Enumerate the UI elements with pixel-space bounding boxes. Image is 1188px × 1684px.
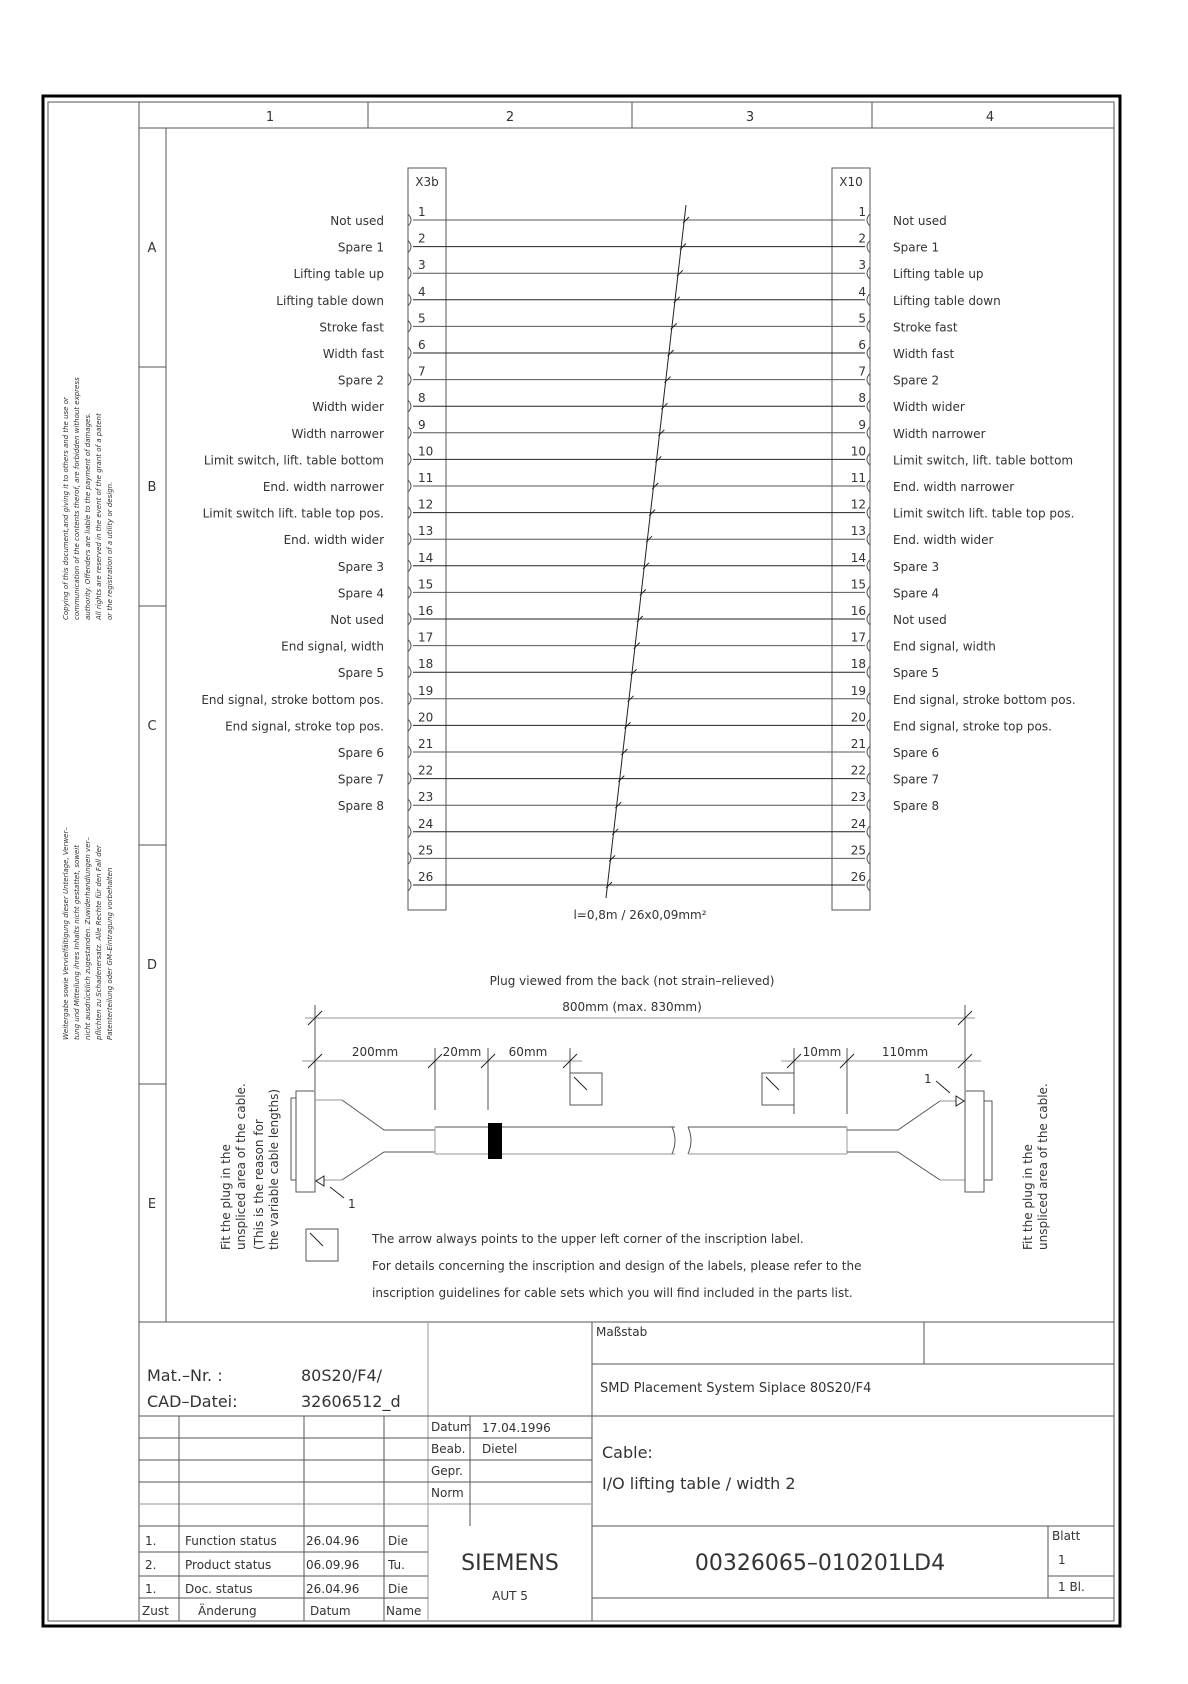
rev-date: 26.04.96 <box>306 1582 360 1596</box>
pin-number-right: 23 <box>850 790 866 805</box>
pin-number-left: 18 <box>418 657 434 672</box>
pin-row <box>203 498 1075 521</box>
pin-number-right: 13 <box>850 524 866 539</box>
pin1-marker-icon <box>956 1096 964 1106</box>
pin-label-left: End signal, width <box>281 639 384 654</box>
pin-label-right: End. width narrower <box>893 480 1015 494</box>
pin-label-right: End signal, stroke bottom pos. <box>893 692 1076 707</box>
pin-label-right: Limit switch lift. table top pos. <box>893 506 1075 521</box>
drawing-title-line1: Cable: <box>602 1443 653 1462</box>
inscription-label-left <box>570 1073 602 1105</box>
dim-20mm: 20mm <box>442 1045 482 1059</box>
revision-row <box>145 1558 405 1572</box>
zone-row-b: B <box>147 480 157 495</box>
datum-label: Datum <box>431 1420 472 1434</box>
pin-label-left: Spare 1 <box>337 240 384 255</box>
pin-number-left: 23 <box>418 790 434 805</box>
pin-label-right: End signal, width <box>893 639 996 654</box>
pin-label-left: Width fast <box>322 347 384 361</box>
cable-marker-sleeve <box>488 1123 502 1159</box>
cad-file-value: 32606512_d <box>301 1392 401 1411</box>
pin-number-right: 1 <box>858 205 866 219</box>
connector-x3b-label: X3b <box>415 175 439 189</box>
pin-row <box>338 737 939 760</box>
pin-label-right: Width wider <box>893 400 965 415</box>
pin-number-left: 3 <box>418 258 426 273</box>
rev-change: Product status <box>185 1558 272 1572</box>
pin-number-left: 5 <box>418 311 426 326</box>
legend-line-2: For details concerning the inscription and design of the labels, please refer to the <box>372 1259 862 1273</box>
note-line: the variable cable lengths) <box>267 1088 281 1250</box>
pin-number-left: 19 <box>418 683 434 698</box>
pin-number-right: 26 <box>850 870 866 884</box>
pin-label-right: Spare 8 <box>893 799 940 814</box>
rev-header-name: Name <box>386 1604 422 1618</box>
rev-header-change: Änderung <box>198 1604 257 1618</box>
pin-number-right: 14 <box>850 550 866 565</box>
pin-label-left: Spare 8 <box>337 799 384 814</box>
pin-row <box>338 657 939 680</box>
rev-name: Tu. <box>388 1558 405 1572</box>
pin-row <box>408 870 870 891</box>
dim-110mm: 110mm <box>881 1045 929 1059</box>
pin-label-left: Stroke fast <box>319 320 384 335</box>
pin-label-left: Spare 2 <box>337 373 384 388</box>
pin-row <box>338 365 939 388</box>
copyright-notice-german <box>62 827 114 1041</box>
datum-value: 17.04.1996 <box>482 1421 551 1435</box>
pin-number-left: 2 <box>418 231 426 246</box>
company-logo: SIEMENS <box>461 1551 559 1576</box>
pin-number-right: 5 <box>858 311 866 326</box>
plug-drawing-title: Plug viewed from the back (not strain–relieved) <box>489 974 775 988</box>
notice-line: communication of the contents therof, are forbidden without express <box>73 377 81 620</box>
pin-number-left: 11 <box>418 471 434 485</box>
pin-label-right: Lifting table up <box>893 267 984 282</box>
pin-number-right: 15 <box>850 577 866 592</box>
pin-label-left: Spare 6 <box>337 746 384 760</box>
pin-number-right: 21 <box>850 737 866 751</box>
sheet-number: 1 <box>1058 1553 1066 1567</box>
pin-row <box>204 444 1073 467</box>
pin-label-right: Width narrower <box>893 426 986 441</box>
pin-number-left: 16 <box>418 604 434 618</box>
pin-number-left: 17 <box>418 630 434 645</box>
revision-row <box>145 1534 408 1548</box>
pin-row <box>338 577 939 600</box>
note-line: unspliced area of the cable. <box>1036 1083 1050 1250</box>
pin-label-left: Spare 7 <box>337 772 384 787</box>
pin-row <box>338 790 939 813</box>
pin-label-left: End signal, stroke top pos. <box>225 719 384 734</box>
pin-label-left: Limit switch lift. table top pos. <box>202 506 384 521</box>
drawing-number: 00326065–010201LD4 <box>694 1551 946 1576</box>
pin-label-right: Spare 4 <box>893 586 940 601</box>
pin-row <box>276 285 1000 308</box>
pin-row <box>319 311 957 334</box>
drawing-title-line2: I/O lifting table / width 2 <box>602 1474 796 1493</box>
note-line: unspliced area of the cable. <box>234 1083 248 1250</box>
pin-row <box>323 338 955 361</box>
pin-number-left: 10 <box>418 444 434 459</box>
pin-number-left: 14 <box>418 550 434 565</box>
rev-name: Die <box>388 1534 408 1548</box>
pin-number-right: 3 <box>858 258 866 273</box>
pin-number-right: 19 <box>850 683 866 698</box>
total-length-dim: 800mm (max. 830mm) <box>562 1000 702 1014</box>
pin-label-left: Lifting table down <box>276 293 384 308</box>
pin-label-right: Not used <box>893 214 947 228</box>
pin-number-left: 12 <box>418 497 434 512</box>
zone-row-e: E <box>147 1197 157 1212</box>
pin-number-left: 21 <box>418 737 434 751</box>
pin-row <box>330 205 946 228</box>
pin-label-right: Limit switch, lift. table bottom <box>893 453 1074 468</box>
pin-number-left: 9 <box>418 417 426 432</box>
sheet-label: Blatt <box>1052 1529 1081 1543</box>
note-line: Fit the plug in the <box>219 1144 233 1250</box>
rev-name: Die <box>388 1582 408 1596</box>
pin-number-right: 12 <box>850 497 866 512</box>
department: AUT 5 <box>492 1589 528 1603</box>
inscription-label-right <box>762 1073 794 1105</box>
pin-number-right: 20 <box>850 710 866 725</box>
notice-line: nicht ausdrücklich zugestanden. Zuwiderhandlungen ver– <box>84 837 92 1040</box>
rev-date: 06.09.96 <box>306 1558 360 1572</box>
note-line: (This is the reason for <box>252 1119 266 1250</box>
rev-date: 26.04.96 <box>306 1534 360 1548</box>
rev-header-date: Datum <box>310 1604 351 1618</box>
pin-row <box>284 524 994 547</box>
left-plug <box>291 1091 435 1211</box>
pin-number-left: 1 <box>418 205 426 219</box>
pin-label-left: Spare 5 <box>337 666 384 681</box>
pin-number-left: 26 <box>418 870 434 884</box>
zone-row-a: A <box>147 241 157 256</box>
pin-rows <box>201 205 1075 891</box>
pin-label-right: Spare 1 <box>893 240 940 255</box>
beab-label: Beab. <box>431 1442 466 1456</box>
pin-number-right: 2 <box>858 231 866 246</box>
pin-number-left: 15 <box>418 577 434 592</box>
cable-right-section <box>688 1127 847 1154</box>
cable-spec: l=0,8m / 26x0,09mm² <box>573 908 707 922</box>
connector-x10-label: X10 <box>839 175 863 189</box>
pin-row <box>281 631 996 654</box>
pin-number-right: 22 <box>850 763 866 778</box>
pin-label-right: Width fast <box>893 347 955 361</box>
pin-label-right: Spare 6 <box>893 746 940 760</box>
copyright-notice-english <box>62 377 114 621</box>
dim-200mm: 200mm <box>351 1045 399 1059</box>
mat-nr-label: Mat.–Nr. : <box>147 1366 223 1385</box>
zone-col-3: 3 <box>745 110 755 125</box>
cable-left-section <box>435 1123 675 1159</box>
pin-number-right: 4 <box>858 284 866 299</box>
pin-label-left: End signal, stroke bottom pos. <box>201 692 384 707</box>
pin-label-right: Spare 5 <box>893 666 940 681</box>
notice-line: Patenterteilung oder GM–Eintragung vorbehalten <box>106 867 114 1040</box>
pin-row <box>338 764 939 787</box>
pin-number-left: 20 <box>418 710 434 725</box>
pin-number-left: 8 <box>418 391 426 406</box>
cable-bundle-line <box>606 205 686 898</box>
pin-number-right: 10 <box>850 444 866 459</box>
pin-label-right: Spare 2 <box>893 373 940 388</box>
pin-number-right: 8 <box>858 391 866 406</box>
notice-line: pflichten zu Schadenersatz. Alle Rechte für den Fall der <box>95 845 103 1040</box>
pin-number-left: 22 <box>418 763 434 778</box>
notice-line: All rights are reserved in the event of the grant of a patent <box>95 413 103 620</box>
zone-col-1: 1 <box>265 110 275 125</box>
right-pin1-label: 1 <box>924 1072 932 1086</box>
pin-number-left: 4 <box>418 284 426 299</box>
dim-60mm: 60mm <box>508 1045 548 1059</box>
system-name: SMD Placement System Siplace 80S20/F4 <box>600 1381 872 1396</box>
title-block <box>139 1322 1114 1621</box>
zone-col-2: 2 <box>505 110 515 125</box>
norm-label: Norm <box>431 1486 464 1500</box>
mat-nr-value: 80S20/F4/ <box>301 1366 383 1385</box>
pin-row <box>408 817 870 838</box>
pin-number-left: 6 <box>418 338 426 352</box>
pin-row <box>408 843 870 864</box>
sheet-total: 1 Bl. <box>1058 1580 1085 1594</box>
inscription-legend-icon <box>306 1229 338 1261</box>
right-plug <box>847 1072 992 1192</box>
pin-number-right: 11 <box>850 471 866 485</box>
pin-label-left: Lifting table up <box>293 267 384 282</box>
pin-number-right: 18 <box>850 657 866 672</box>
dim-10mm: 10mm <box>802 1045 842 1059</box>
pin-row <box>291 418 985 441</box>
pin-number-right: 16 <box>850 604 866 618</box>
pin-label-left: Width narrower <box>291 426 384 441</box>
pin-number-left: 24 <box>418 816 434 831</box>
rev-zust: 1. <box>145 1582 157 1596</box>
pin-label-left: Not used <box>330 214 384 228</box>
notice-line: authority. Offenders are liable to the payment of damages. <box>84 412 92 620</box>
pin-label-right: End signal, stroke top pos. <box>893 719 1052 734</box>
zone-row-d: D <box>146 958 158 973</box>
pin-label-left: Spare 3 <box>337 559 384 574</box>
pin-label-right: Spare 3 <box>893 559 940 574</box>
notice-line: Copying of this document,and giving it to others and the use or <box>62 397 70 620</box>
pin-row <box>293 258 983 281</box>
revision-row <box>145 1582 408 1596</box>
pin-number-right: 6 <box>858 338 866 352</box>
pin-label-right: End. width wider <box>893 533 994 548</box>
pin1-marker-icon <box>316 1176 324 1186</box>
rev-change: Function status <box>185 1534 277 1548</box>
right-fit-note <box>1021 1083 1050 1250</box>
pin-number-right: 7 <box>858 364 866 379</box>
pin-row <box>338 232 939 255</box>
pin-number-right: 24 <box>850 816 866 831</box>
beab-value: Dietel <box>482 1442 518 1456</box>
left-pin1-label: 1 <box>348 1197 356 1211</box>
pin-label-left: End. width wider <box>283 533 384 548</box>
rev-header-zust: Zust <box>142 1604 169 1618</box>
notice-line: Weitergabe sowie Vervielfältigung dieser Unterlage, Verwer– <box>62 827 70 1040</box>
pin-label-left: Width wider <box>312 400 384 415</box>
zone-row-c: C <box>147 719 157 734</box>
legend-line-1: The arrow always points to the upper left corner of the inscription label. <box>372 1232 804 1246</box>
legend-line-3: inscription guidelines for cable sets which you will find included in the parts list. <box>372 1286 853 1300</box>
gepr-label: Gepr. <box>431 1464 463 1478</box>
pin-number-left: 7 <box>418 364 426 379</box>
pin-row <box>225 710 1052 733</box>
pin-label-right: Lifting table down <box>893 293 1001 308</box>
revision-table <box>145 1534 408 1596</box>
rev-zust: 2. <box>145 1558 157 1572</box>
pin-number-right: 17 <box>850 630 866 645</box>
pin-number-right: 9 <box>858 417 866 432</box>
notice-line: tung und Mitteilung ihres Inhalts nicht gestattet, soweit <box>73 845 81 1040</box>
pin-label-left: End. width narrower <box>262 480 384 494</box>
pin-label-right: Not used <box>893 613 947 627</box>
pin-label-right: Spare 7 <box>893 772 940 787</box>
pin-label-left: Limit switch, lift. table bottom <box>203 453 384 468</box>
rev-change: Doc. status <box>185 1582 253 1596</box>
rev-zust: 1. <box>145 1534 157 1548</box>
pin-row <box>201 684 1075 707</box>
pin-number-right: 25 <box>850 843 866 858</box>
pin-row <box>338 551 939 574</box>
left-fit-note <box>219 1083 281 1250</box>
pin-number-left: 13 <box>418 524 434 539</box>
note-line: Fit the plug in the <box>1021 1144 1035 1250</box>
pin-number-left: 25 <box>418 843 434 858</box>
scale-label: Maßstab <box>596 1325 648 1339</box>
pin-row <box>263 471 1014 494</box>
zone-col-4: 4 <box>985 110 995 125</box>
pin-row <box>312 391 965 414</box>
pin-label-left: Spare 4 <box>337 586 384 601</box>
pin-label-left: Not used <box>330 613 384 627</box>
cad-file-label: CAD–Datei: <box>147 1392 238 1411</box>
pin-label-right: Stroke fast <box>893 320 958 335</box>
notice-line: or the registration of a utility or design. <box>106 481 114 620</box>
